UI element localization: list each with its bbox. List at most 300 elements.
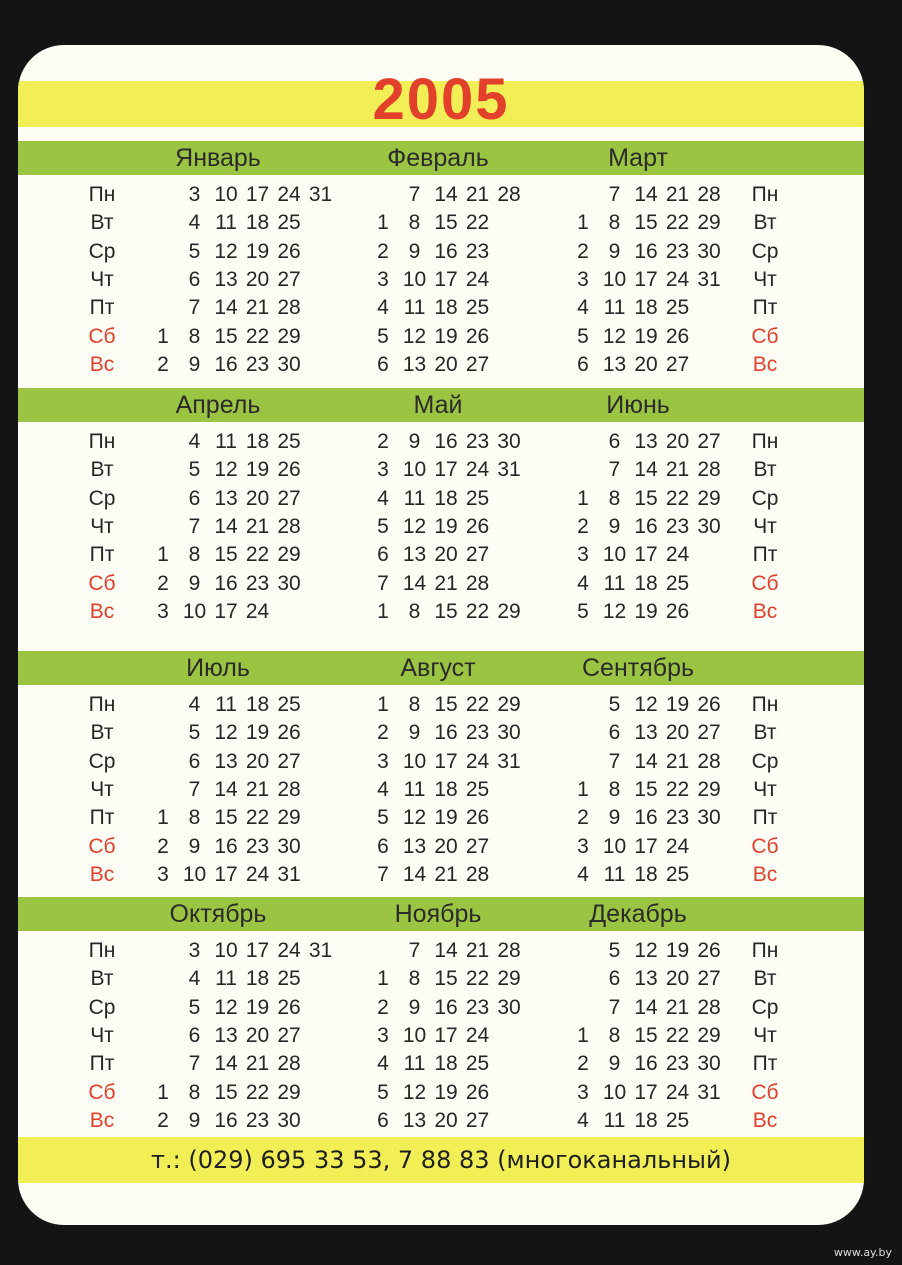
day-number: 22 [665, 211, 690, 235]
weekday-label: Пт [89, 806, 115, 830]
day-number: 7 [188, 296, 201, 320]
day-number: 19 [245, 458, 270, 482]
day-number: 27 [277, 267, 301, 291]
calendar-card [18, 45, 864, 1225]
day-number: 21 [665, 458, 690, 482]
month-name: Сентябрь [582, 654, 694, 682]
weekday-label: Вт [90, 211, 114, 235]
day-number: 24 [465, 267, 490, 291]
weekday-label: Пн [751, 693, 779, 716]
day-number: 8 [408, 967, 421, 991]
day-number: 15 [214, 1080, 238, 1104]
day-number: 24 [465, 458, 490, 482]
day-number: 11 [215, 430, 237, 453]
day-number: 28 [465, 862, 490, 886]
day-number: 20 [665, 430, 690, 453]
day-number: 21 [465, 183, 490, 206]
day-number: 3 [188, 183, 201, 206]
day-number: 17 [634, 834, 658, 858]
weekday-label: Чт [753, 514, 777, 538]
day-number: 23 [245, 352, 270, 376]
day-number: 5 [377, 806, 389, 830]
weekday-label: Вт [90, 721, 114, 745]
weekday-label: Чт [753, 777, 777, 801]
weekday-label: Пт [752, 296, 778, 320]
day-number: 29 [277, 806, 301, 830]
day-number: 20 [245, 486, 270, 510]
day-number: 18 [434, 1052, 458, 1076]
day-number: 22 [665, 486, 690, 510]
day-number: 21 [245, 514, 270, 538]
day-number: 4 [377, 486, 389, 510]
day-number: 13 [402, 352, 427, 376]
weekday-label: Пт [89, 1052, 115, 1076]
day-number: 28 [277, 1052, 301, 1076]
year-title: 2005 [372, 67, 510, 132]
weekday-label: Чт [753, 267, 777, 291]
day-number: 23 [465, 995, 490, 1019]
weekday-label: Вс [752, 352, 778, 376]
day-number: 16 [634, 1052, 658, 1076]
day-number: 30 [277, 1108, 301, 1132]
day-number: 14 [634, 749, 658, 773]
day-number: 22 [665, 1023, 690, 1047]
day-number: 8 [608, 211, 621, 235]
day-number: 11 [403, 296, 426, 320]
weekday-label: Вс [752, 599, 778, 623]
day-number: 27 [465, 834, 490, 858]
day-number: 17 [434, 749, 458, 773]
day-number: 6 [377, 543, 389, 567]
day-number: 12 [402, 324, 427, 348]
day-number: 2 [577, 239, 589, 263]
day-number: 8 [188, 324, 201, 348]
day-number: 2 [157, 571, 169, 595]
day-number: 18 [634, 1108, 658, 1132]
day-number: 5 [577, 599, 589, 623]
day-number: 11 [403, 486, 426, 510]
day-number: 6 [377, 1108, 389, 1132]
day-number: 17 [214, 862, 238, 886]
day-number: 17 [634, 1080, 658, 1104]
day-number: 16 [434, 995, 458, 1019]
weekday-label: Вт [753, 721, 777, 745]
day-number: 21 [434, 862, 458, 886]
day-number: 15 [434, 967, 458, 991]
day-number: 19 [434, 324, 458, 348]
day-number: 1 [577, 1023, 589, 1047]
day-number: 27 [465, 352, 490, 376]
day-number: 11 [603, 296, 626, 320]
day-number: 28 [697, 995, 721, 1019]
day-number: 28 [277, 514, 301, 538]
day-number: 18 [245, 693, 270, 716]
weekday-label: Пт [752, 1052, 778, 1076]
day-number: 1 [377, 599, 389, 623]
day-number: 7 [188, 777, 201, 801]
weekday-label: Сб [88, 1080, 116, 1104]
day-number: 2 [157, 352, 169, 376]
day-number: 14 [402, 862, 427, 886]
day-number: 6 [188, 1023, 201, 1047]
day-number: 26 [697, 693, 721, 716]
day-number: 3 [577, 1080, 589, 1104]
day-number: 13 [214, 486, 238, 510]
day-number: 1 [377, 211, 389, 235]
day-number: 17 [434, 1023, 458, 1047]
weekday-label: Пт [752, 806, 778, 830]
day-number: 14 [434, 939, 458, 962]
day-number: 4 [377, 1052, 389, 1076]
day-number: 23 [245, 1108, 270, 1132]
day-number: 19 [245, 995, 270, 1019]
day-number: 23 [665, 514, 690, 538]
day-number: 29 [697, 1023, 721, 1047]
day-number: 23 [465, 430, 490, 453]
day-number: 18 [434, 777, 458, 801]
day-number: 9 [188, 571, 201, 595]
day-number: 16 [434, 721, 458, 745]
weekday-label: Вс [89, 599, 115, 623]
day-number: 22 [245, 806, 270, 830]
weekday-label: Сб [88, 834, 116, 858]
day-number: 31 [497, 458, 521, 482]
day-number: 20 [245, 749, 270, 773]
day-number: 17 [434, 267, 458, 291]
weekday-label: Ср [88, 239, 116, 263]
day-number: 15 [634, 777, 658, 801]
day-number: 26 [465, 1080, 490, 1104]
weekday-label: Вс [752, 862, 778, 886]
day-number: 24 [245, 599, 270, 623]
day-number: 30 [497, 995, 521, 1019]
day-number: 14 [634, 458, 658, 482]
day-number: 12 [634, 939, 658, 962]
weekday-label: Чт [90, 267, 114, 291]
day-number: 9 [408, 995, 421, 1019]
day-number: 10 [602, 1080, 627, 1104]
day-number: 30 [697, 514, 721, 538]
day-number: 11 [215, 967, 237, 991]
day-number: 9 [408, 239, 421, 263]
day-number: 18 [245, 211, 270, 235]
day-number: 19 [665, 939, 690, 962]
day-number: 13 [214, 749, 238, 773]
day-number: 26 [277, 458, 301, 482]
month-name: Июль [186, 654, 250, 682]
day-number: 26 [277, 239, 301, 263]
month-name: Февраль [387, 144, 489, 172]
day-number: 23 [465, 239, 490, 263]
day-number: 16 [434, 430, 458, 453]
day-number: 3 [157, 599, 169, 623]
day-number: 19 [245, 721, 270, 745]
day-number: 6 [188, 267, 201, 291]
day-number: 15 [434, 599, 458, 623]
day-number: 27 [277, 749, 301, 773]
weekday-label: Сб [751, 324, 779, 348]
day-number: 20 [665, 721, 690, 745]
day-number: 7 [377, 571, 389, 595]
day-number: 13 [214, 1023, 238, 1047]
day-number: 22 [245, 543, 270, 567]
day-number: 27 [465, 1108, 490, 1132]
day-number: 21 [665, 749, 690, 773]
day-number: 13 [602, 352, 627, 376]
day-number: 28 [697, 749, 721, 773]
day-number: 31 [277, 862, 301, 886]
day-number: 3 [188, 939, 201, 962]
day-number: 16 [634, 239, 658, 263]
day-number: 15 [434, 693, 458, 716]
day-number: 27 [697, 721, 721, 745]
day-number: 28 [497, 183, 521, 206]
day-number: 26 [465, 514, 490, 538]
day-number: 11 [403, 1052, 426, 1076]
day-number: 6 [608, 430, 621, 453]
day-number: 27 [697, 967, 721, 991]
phone-footer: т.: (029) 695 33 53, 7 88 83 (многоканальный) [151, 1146, 731, 1174]
day-number: 11 [603, 1108, 626, 1132]
day-number: 5 [188, 239, 201, 263]
weekday-label: Чт [90, 1023, 114, 1047]
day-number: 26 [665, 599, 690, 623]
day-number: 8 [408, 693, 421, 716]
day-number: 25 [465, 1052, 490, 1076]
day-number: 29 [497, 967, 521, 991]
day-number: 22 [465, 967, 490, 991]
day-number: 2 [577, 806, 589, 830]
day-number: 15 [214, 543, 238, 567]
day-number: 22 [245, 324, 270, 348]
day-number: 31 [308, 183, 333, 206]
day-number: 26 [697, 939, 721, 962]
day-number: 25 [665, 571, 690, 595]
day-number: 6 [608, 721, 621, 745]
day-number: 10 [602, 543, 627, 567]
day-number: 12 [634, 693, 658, 716]
day-number: 16 [434, 239, 458, 263]
day-number: 4 [377, 777, 389, 801]
day-number: 28 [697, 458, 721, 482]
day-number: 18 [634, 862, 658, 886]
day-number: 29 [697, 777, 721, 801]
day-number: 12 [602, 599, 627, 623]
day-number: 8 [408, 211, 421, 235]
day-number: 14 [214, 777, 238, 801]
day-number: 5 [608, 693, 621, 716]
day-number: 22 [245, 1080, 270, 1104]
day-number: 18 [434, 296, 458, 320]
day-number: 24 [277, 183, 301, 206]
day-number: 22 [665, 777, 690, 801]
day-number: 8 [188, 806, 201, 830]
day-number: 7 [188, 514, 201, 538]
day-number: 24 [277, 939, 301, 962]
day-number: 19 [634, 599, 658, 623]
weekday-label: Пн [88, 939, 116, 962]
day-number: 10 [402, 267, 427, 291]
month-name: Март [608, 144, 668, 172]
weekday-label: Пт [752, 543, 778, 567]
day-number: 19 [634, 324, 658, 348]
weekday-label: Сб [751, 834, 779, 858]
day-number: 9 [408, 721, 421, 745]
day-number: 31 [697, 267, 721, 291]
day-number: 17 [245, 183, 270, 206]
day-number: 8 [408, 599, 421, 623]
day-number: 11 [603, 571, 626, 595]
day-number: 12 [402, 1080, 427, 1104]
weekday-label: Ср [751, 749, 779, 773]
weekday-label: Пт [89, 296, 115, 320]
day-number: 1 [577, 486, 589, 510]
weekday-label: Сб [751, 571, 779, 595]
day-number: 15 [634, 1023, 658, 1047]
day-number: 1 [577, 777, 589, 801]
day-number: 29 [277, 543, 301, 567]
day-number: 4 [577, 1108, 589, 1132]
day-number: 2 [377, 430, 389, 453]
day-number: 21 [245, 777, 270, 801]
weekday-label: Сб [88, 324, 116, 348]
day-number: 8 [188, 543, 201, 567]
day-number: 25 [277, 693, 301, 716]
day-number: 28 [277, 777, 301, 801]
day-number: 25 [665, 862, 690, 886]
weekday-label: Ср [88, 486, 116, 510]
day-number: 5 [608, 939, 621, 962]
day-number: 9 [608, 514, 621, 538]
day-number: 15 [214, 324, 238, 348]
day-number: 7 [608, 995, 621, 1019]
day-number: 21 [665, 995, 690, 1019]
day-number: 8 [188, 1080, 201, 1104]
day-number: 12 [214, 239, 238, 263]
weekday-label: Пн [88, 430, 116, 453]
day-number: 15 [214, 806, 238, 830]
day-number: 3 [577, 543, 589, 567]
day-number: 5 [377, 1080, 389, 1104]
day-number: 1 [157, 1080, 169, 1104]
day-number: 20 [434, 543, 458, 567]
day-number: 3 [577, 267, 589, 291]
day-number: 29 [697, 486, 721, 510]
weekday-label: Вс [89, 1108, 115, 1132]
day-number: 10 [214, 939, 238, 962]
day-number: 20 [245, 267, 270, 291]
day-number: 1 [157, 543, 169, 567]
day-number: 15 [634, 486, 658, 510]
day-number: 13 [634, 967, 658, 991]
day-number: 20 [245, 1023, 270, 1047]
day-number: 10 [602, 834, 627, 858]
day-number: 5 [577, 324, 589, 348]
day-number: 30 [497, 430, 521, 453]
day-number: 25 [465, 777, 490, 801]
day-number: 18 [245, 967, 270, 991]
day-number: 13 [402, 543, 427, 567]
weekday-label: Чт [90, 777, 114, 801]
day-number: 20 [634, 352, 658, 376]
day-number: 5 [188, 458, 201, 482]
day-number: 16 [634, 514, 658, 538]
day-number: 15 [434, 211, 458, 235]
day-number: 8 [608, 1023, 621, 1047]
day-number: 11 [215, 211, 237, 235]
day-number: 16 [634, 806, 658, 830]
day-number: 11 [403, 777, 426, 801]
day-number: 10 [402, 458, 427, 482]
day-number: 21 [665, 183, 690, 206]
day-number: 22 [465, 599, 490, 623]
weekday-label: Сб [88, 571, 116, 595]
weekday-label: Вт [753, 458, 777, 482]
day-number: 13 [214, 267, 238, 291]
day-number: 26 [465, 806, 490, 830]
day-number: 25 [465, 296, 490, 320]
day-number: 17 [434, 458, 458, 482]
day-number: 22 [465, 693, 490, 716]
day-number: 18 [634, 296, 658, 320]
day-number: 27 [665, 352, 690, 376]
day-number: 17 [245, 939, 270, 962]
day-number: 6 [377, 834, 389, 858]
day-number: 2 [577, 1052, 589, 1076]
day-number: 1 [577, 211, 589, 235]
day-number: 4 [577, 296, 589, 320]
day-number: 10 [402, 1023, 427, 1047]
day-number: 4 [188, 967, 201, 991]
day-number: 28 [277, 296, 301, 320]
month-name: Июнь [606, 391, 670, 419]
day-number: 17 [634, 267, 658, 291]
day-number: 27 [277, 486, 301, 510]
day-number: 14 [214, 514, 238, 538]
day-number: 21 [245, 1052, 270, 1076]
month-name: Апрель [175, 391, 261, 419]
weekday-label: Вт [753, 967, 777, 991]
weekday-label: Пн [751, 939, 779, 962]
day-number: 25 [465, 486, 490, 510]
day-number: 7 [408, 939, 421, 962]
day-number: 5 [377, 324, 389, 348]
day-number: 1 [157, 806, 169, 830]
day-number: 4 [577, 571, 589, 595]
weekday-label: Пн [751, 430, 779, 453]
weekday-label: Вс [89, 352, 115, 376]
day-number: 31 [697, 1080, 721, 1104]
day-number: 29 [697, 211, 721, 235]
day-number: 26 [277, 995, 301, 1019]
day-number: 15 [634, 211, 658, 235]
month-name: Октябрь [169, 900, 267, 928]
weekday-label: Вс [89, 862, 115, 886]
weekday-label: Ср [751, 486, 779, 510]
day-number: 28 [497, 939, 521, 962]
day-number: 27 [465, 543, 490, 567]
day-number: 10 [602, 267, 627, 291]
day-number: 30 [697, 806, 721, 830]
day-number: 14 [634, 995, 658, 1019]
month-name: Май [413, 391, 463, 419]
day-number: 21 [245, 296, 270, 320]
day-number: 24 [465, 1023, 490, 1047]
day-number: 17 [214, 599, 238, 623]
day-number: 16 [214, 571, 238, 595]
day-number: 2 [577, 514, 589, 538]
day-number: 27 [697, 430, 721, 453]
